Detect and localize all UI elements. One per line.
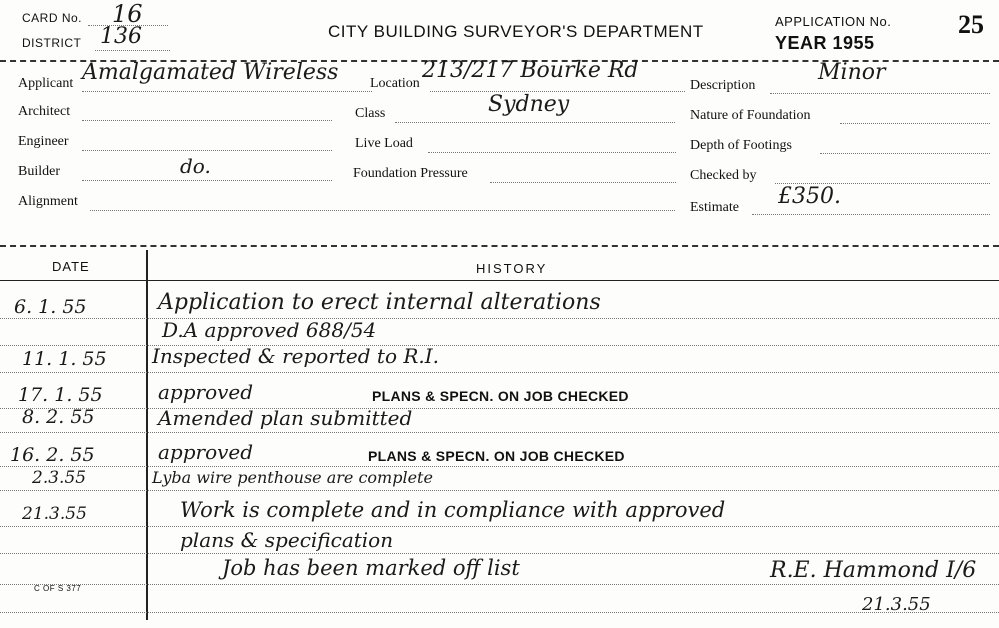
alignment-label: Alignment (18, 194, 78, 209)
history-header-rule (0, 280, 999, 281)
builder-line (82, 180, 332, 181)
history-date: 21.3.55 (22, 504, 87, 524)
foundation-pressure-label: Foundation Pressure (353, 166, 468, 181)
engineer-label: Engineer (18, 134, 69, 149)
date-column-header: DATE (52, 259, 90, 274)
application-number-value: 25 (958, 10, 984, 39)
architect-label: Architect (18, 104, 71, 119)
history-date: 8. 2. 55 (22, 406, 95, 428)
history-line (0, 526, 999, 527)
builder-value: do. (180, 154, 211, 178)
foundation-pressure-line (490, 182, 676, 183)
alignment-line (90, 210, 675, 211)
applicant-value: Amalgamated Wireless (82, 60, 339, 85)
date-column-divider (146, 250, 148, 620)
year-label: YEAR 1955 (775, 33, 875, 53)
class-line (395, 122, 675, 123)
history-line (0, 553, 999, 554)
description-label: Description (690, 78, 756, 93)
history-column-header: HISTORY (476, 261, 548, 276)
estimate-label: Estimate (690, 200, 739, 215)
history-text: Lyba wire penthouse are complete (152, 468, 433, 487)
history-date: 17. 1. 55 (18, 384, 103, 406)
department-title: CITY BUILDING SURVEYOR'S DEPARTMENT (328, 22, 704, 41)
plans-checked-stamp: PLANS & SPECN. ON JOB CHECKED (368, 448, 625, 464)
history-text: plans & specification (180, 528, 394, 552)
architect-line (82, 120, 332, 121)
builder-label: Builder (18, 164, 60, 179)
history-line (0, 372, 999, 373)
plans-checked-stamp: PLANS & SPECN. ON JOB CHECKED (372, 388, 629, 404)
history-line (0, 466, 999, 467)
checked-by-label: Checked by (690, 168, 757, 183)
application-number-label: APPLICATION No. (775, 14, 892, 29)
location-label: Location (370, 76, 420, 91)
card-number-label: CARD No. (22, 11, 83, 25)
engineer-line (82, 150, 332, 151)
estimate-line (752, 214, 990, 215)
location-value: 213/217 Bourke Rd (422, 58, 639, 83)
history-text: approved (158, 380, 254, 404)
district-value: 136 (100, 24, 142, 49)
history-text: D.A approved 688/54 (162, 318, 377, 342)
history-date: 16. 2. 55 (10, 444, 95, 466)
signature-date: 21.3.55 (862, 594, 931, 615)
history-text: Work is complete and in compliance with approved (180, 498, 726, 522)
live-load-line (428, 152, 676, 153)
nature-of-foundation-label: Nature of Foundation (690, 108, 811, 123)
location-value-2: Sydney (488, 92, 570, 117)
history-line (0, 318, 999, 319)
history-text: Amended plan submitted (158, 406, 413, 430)
applicant-label: Applicant (18, 76, 74, 91)
description-line (770, 93, 990, 94)
surveyor-signature: R.E. Hammond I/6 (770, 558, 977, 583)
history-text: Application to erect internal alterations (158, 290, 601, 315)
history-date: 6. 1. 55 (14, 296, 87, 318)
form-code: C OF S 377 (34, 584, 82, 593)
live-load-label: Live Load (355, 136, 413, 151)
history-line (0, 490, 999, 491)
history-line-bottom (0, 612, 999, 613)
history-date: 2.3.55 (32, 468, 87, 488)
history-line (0, 408, 999, 409)
history-date: 11. 1. 55 (22, 348, 107, 370)
history-text: Inspected & reported to R.I. (152, 344, 440, 368)
history-text: approved (158, 440, 254, 464)
depth-of-footings-line (820, 153, 990, 154)
class-label: Class (355, 106, 386, 121)
history-line (0, 345, 999, 346)
card-number-value: 16 (112, 0, 143, 28)
district-label: DISTRICT (22, 36, 82, 50)
district-line (95, 50, 170, 51)
history-text: Job has been marked off list (222, 556, 520, 580)
description-value: Minor (818, 60, 886, 85)
applicant-line (82, 91, 372, 92)
nature-of-foundation-line (840, 123, 990, 124)
estimate-value: £350. (778, 184, 841, 209)
history-line (0, 584, 999, 585)
history-line (0, 432, 999, 433)
depth-of-footings-label: Depth of Footings (690, 138, 792, 153)
fields-divider (0, 245, 999, 247)
